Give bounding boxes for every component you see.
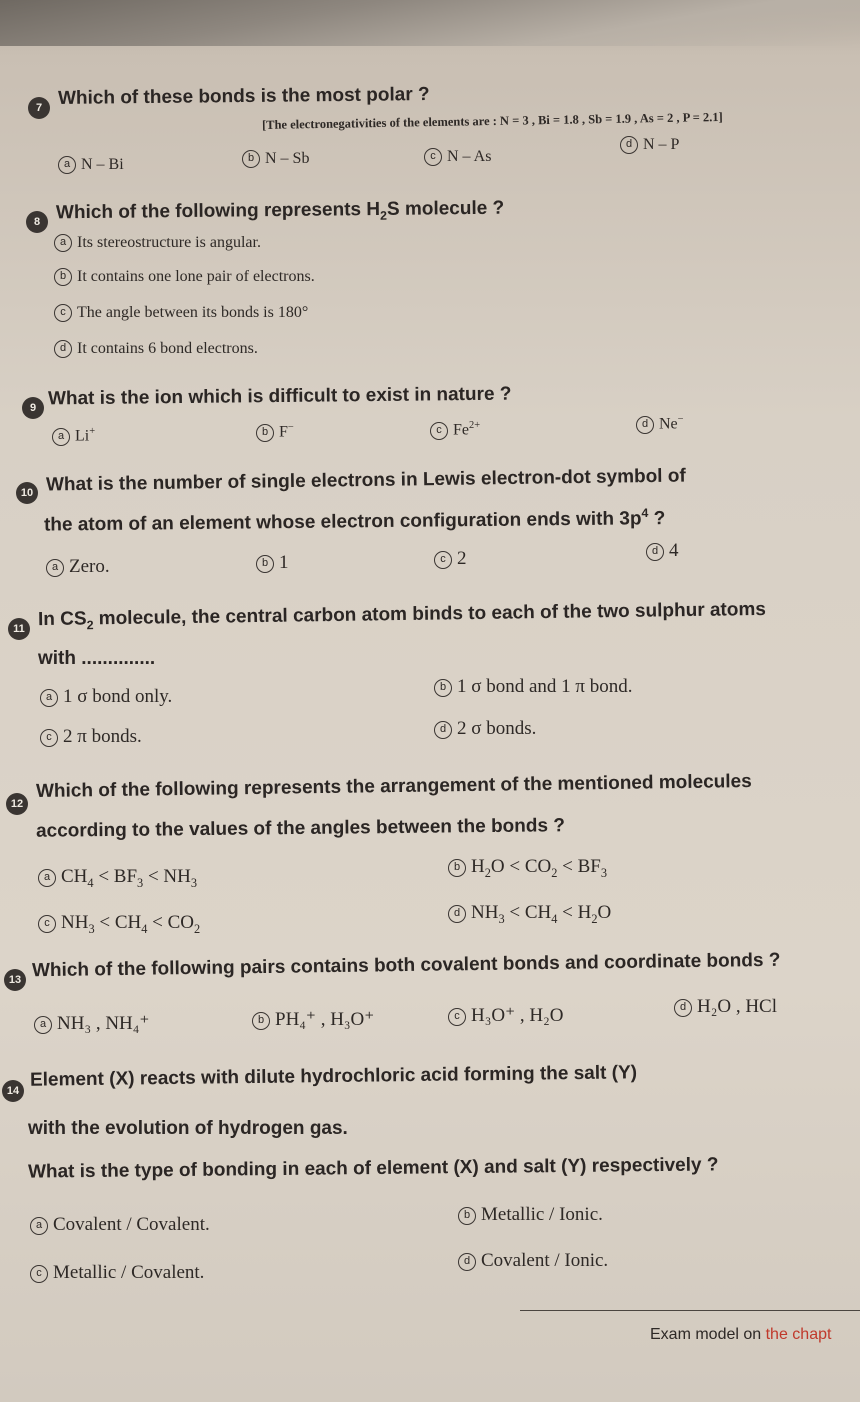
option-text: Its stereostructure is angular. — [77, 234, 261, 251]
option-letter: c — [448, 1008, 466, 1026]
charge: 2+ — [469, 420, 481, 431]
option-text: 1 σ bond and 1 π bond. — [457, 676, 633, 697]
q8-option-a[interactable] — [54, 234, 261, 252]
option-text: 2 σ bonds. — [457, 718, 537, 739]
q7-option-b[interactable] — [242, 150, 309, 168]
option-text: Fe — [453, 421, 469, 439]
q7-option-d[interactable] — [620, 136, 679, 154]
q12-option-a[interactable]: a $CH_4 < BF_3 < NH_3$ — [38, 866, 197, 891]
option-letter: a — [54, 234, 72, 252]
option-letter: c — [434, 551, 452, 569]
question-11-line1: In $CS_2$ molecule, the central carbon atom binds to each of the two sulphur atoms — [37, 598, 767, 633]
option-letter: a — [38, 869, 56, 887]
question-9-text: What is the ion which is difficult to exist in nature ? — [47, 383, 512, 410]
footer-divider — [520, 1310, 860, 1311]
option-letter: b — [252, 1012, 270, 1030]
q10-option-d[interactable] — [646, 540, 679, 562]
option-letter: c — [38, 915, 56, 933]
footer-label: Exam model on the chapt — [650, 1326, 832, 1343]
option-letter: a — [40, 689, 58, 707]
q11-option-b[interactable] — [434, 676, 633, 698]
option-letter: b — [256, 424, 274, 442]
q9-option-a[interactable] — [52, 426, 95, 446]
option-letter: a — [34, 1016, 52, 1034]
q12-option-c[interactable]: c $NH_3 < CH_4 < CO_2$ — [38, 912, 200, 937]
option-text: 4 — [669, 540, 679, 561]
question-10-line2: the atom of an element whose electron configuration ends with $3p^4$ ? — [43, 505, 666, 536]
question-14-line2: with the evolution of hydrogen gas. — [28, 1118, 348, 1139]
q9-option-d[interactable] — [636, 414, 684, 434]
q9-option-c[interactable] — [430, 420, 480, 440]
option-text: Covalent / Covalent. — [53, 1214, 210, 1235]
question-number-badge: 14 — [2, 1080, 24, 1102]
option-letter: a — [58, 156, 76, 174]
option-letter: d — [636, 416, 654, 434]
q14-option-c[interactable] — [30, 1262, 204, 1284]
q12-option-b[interactable]: b $H_2O < CO_2 < BF_3$ — [448, 856, 607, 881]
q12-option-d[interactable]: d $NH_3 < CH_4 < H_2O$ — [448, 902, 611, 927]
charge: − — [287, 422, 294, 433]
question-7-text: Which of these bonds is the most polar ? — [57, 84, 430, 109]
option-text: N – Bi — [81, 156, 124, 173]
question-13-text: Which of the following pairs contains both covalent bonds and coordinate bonds ? — [31, 949, 781, 982]
q13-option-d[interactable] — [674, 996, 777, 1018]
question-number-badge: 9 — [22, 397, 44, 419]
option-text: Metallic / Covalent. — [53, 1262, 205, 1283]
page-top-shadow — [0, 0, 860, 46]
question-number-badge: 11 — [8, 618, 30, 640]
option-text: H₂O , HCl — [697, 996, 777, 1017]
option-letter: d — [458, 1253, 476, 1271]
q8-option-c[interactable] — [54, 304, 308, 322]
option-letter: c — [40, 729, 58, 747]
question-number-badge: 12 — [6, 793, 28, 815]
option-text: 2 π bonds. — [63, 726, 142, 747]
option-letter: a — [30, 1217, 48, 1235]
question-number-badge: 13 — [4, 969, 26, 991]
option-letter: c — [30, 1265, 48, 1283]
q8-option-d[interactable] — [54, 340, 258, 358]
option-letter: b — [256, 555, 274, 573]
option-text: Li — [75, 427, 90, 445]
option-letter: c — [424, 148, 442, 166]
q7-option-a[interactable] — [58, 156, 124, 174]
option-text: 2 — [457, 548, 467, 569]
charge: + — [89, 426, 96, 437]
q13-option-b[interactable] — [252, 1008, 374, 1031]
option-text: PH₄⁺ , H₃O⁺ — [275, 1009, 375, 1030]
option-letter: b — [434, 679, 452, 697]
option-text: The angle between its bonds is 180° — [77, 304, 309, 321]
question-number-badge: 10 — [16, 482, 38, 504]
option-text: F — [279, 423, 288, 441]
option-letter: c — [430, 422, 448, 440]
option-text: Zero. — [69, 556, 110, 577]
q9-option-b[interactable] — [256, 422, 294, 442]
question-7-note: [The electronegativities of the elements are : N = 3 , Bi = 1.8 , Sb = 1.9 , As = 2 , P = 2.1] — [261, 109, 723, 133]
question-11-line2: with .............. — [38, 648, 156, 669]
question-number-badge: 7 — [28, 97, 50, 119]
option-text: H₃O⁺ , H₂O — [471, 1005, 564, 1026]
option-letter: d — [674, 999, 692, 1017]
q8-option-b[interactable] — [54, 268, 315, 286]
q11-option-a[interactable] — [40, 686, 172, 708]
option-text: Metallic / Ionic. — [481, 1204, 603, 1225]
option-letter: b — [54, 268, 72, 286]
option-text: N – As — [447, 148, 492, 165]
q14-option-b[interactable] — [458, 1204, 603, 1226]
question-14-line1: Element (X) reacts with dilute hydrochloric acid forming the salt (Y) — [29, 1062, 638, 1091]
option-letter: a — [52, 428, 70, 446]
q14-option-a[interactable] — [30, 1214, 210, 1236]
option-text: It contains one lone pair of electrons. — [77, 268, 315, 285]
option-letter: a — [46, 559, 64, 577]
question-10-line1: What is the number of single electrons in Lewis electron-dot symbol of — [45, 465, 686, 496]
q11-option-c[interactable] — [40, 726, 142, 748]
q13-option-a[interactable] — [34, 1012, 149, 1035]
option-letter: b — [242, 150, 260, 168]
q11-option-d[interactable] — [434, 718, 536, 740]
option-text: 1 — [279, 552, 289, 573]
option-letter: d — [646, 543, 664, 561]
q10-option-a[interactable] — [46, 556, 110, 578]
q13-option-c[interactable] — [448, 1004, 563, 1027]
option-letter: d — [54, 340, 72, 358]
option-letter: b — [458, 1207, 476, 1225]
option-text: N – Sb — [265, 150, 310, 167]
option-text: It contains 6 bond electrons. — [77, 340, 258, 357]
question-number-badge: 8 — [26, 211, 48, 233]
option-letter: d — [448, 905, 466, 923]
charge: − — [677, 414, 684, 425]
question-12-line2: according to the values of the angles between the bonds ? — [35, 815, 566, 842]
option-text: 1 σ bond only. — [63, 686, 173, 707]
option-text: Covalent / Ionic. — [481, 1250, 609, 1271]
question-12-line1: Which of the following represents the arrangement of the mentioned molecules — [35, 771, 752, 802]
option-text: NH₃ , NH₄⁺ — [57, 1013, 150, 1034]
option-letter: b — [448, 859, 466, 877]
q10-option-c[interactable] — [434, 548, 467, 570]
option-text: N – P — [643, 136, 680, 153]
q10-option-b[interactable] — [256, 552, 289, 574]
option-text: Ne — [659, 415, 678, 433]
question-14-line3: What is the type of bonding in each of element (X) and salt (Y) respectively ? — [27, 1154, 719, 1183]
option-letter: d — [434, 721, 452, 739]
option-letter: c — [54, 304, 72, 322]
q7-option-c[interactable] — [424, 148, 491, 166]
q14-option-d[interactable] — [458, 1250, 608, 1272]
question-8-text: Which of the following represents $H_2S$ molecule ? — [55, 197, 505, 224]
option-letter: d — [620, 136, 638, 154]
